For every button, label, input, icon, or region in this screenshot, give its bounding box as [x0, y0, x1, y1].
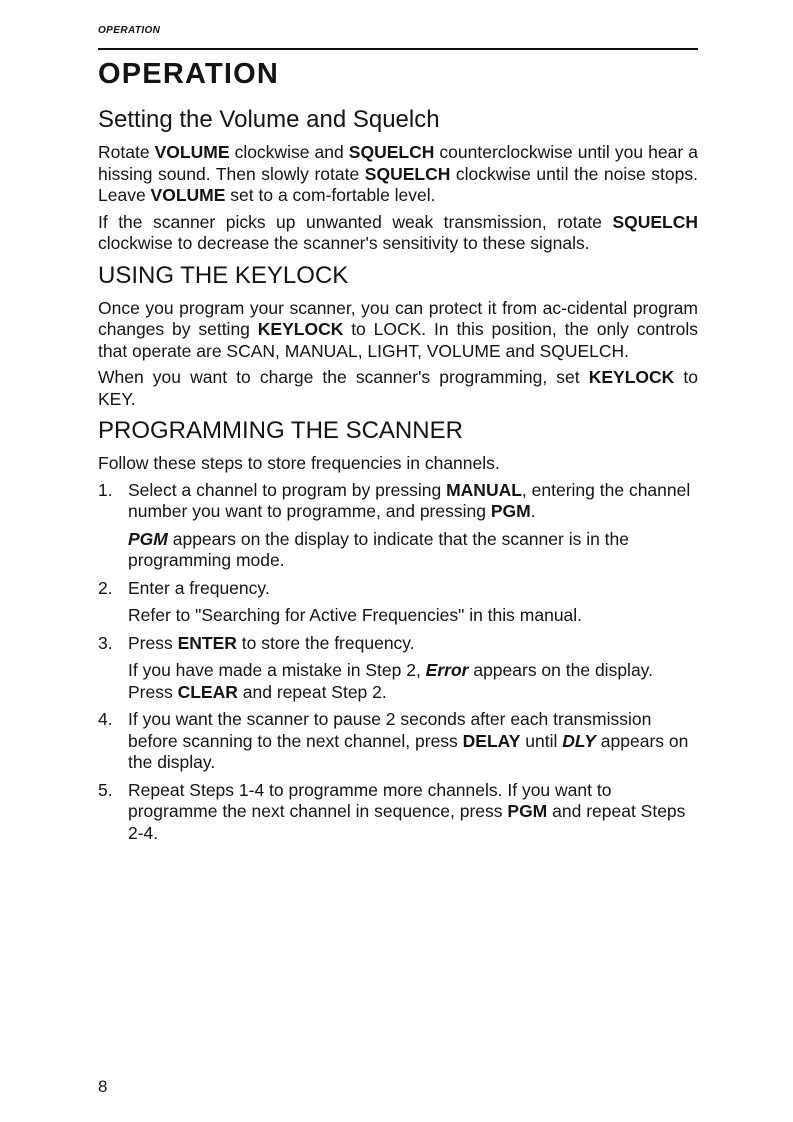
- emphasis-bold: SQUELCH: [364, 163, 451, 184]
- list-item: [98, 578, 698, 627]
- section-heading: USING THE KEYLOCK: [98, 261, 349, 289]
- paragraph: Follow these steps to store frequencies in channels.: [98, 453, 500, 473]
- section-heading: PROGRAMMING THE SCANNER: [98, 417, 463, 444]
- step-note: Refer to "Searching for Active Frequencies" in this manual.: [128, 605, 583, 625]
- emphasis-bold: VOLUME: [154, 142, 230, 162]
- emphasis-bold: ENTER: [177, 632, 237, 653]
- step-number: 3.: [98, 632, 113, 653]
- step-text: Select a channel to program by pressing MANUAL, entering the channel number you want to programme, and pressing PGM.: [128, 479, 691, 521]
- page-number: 8: [98, 1077, 108, 1096]
- step-text: Press ENTER to store the frequency.: [128, 632, 415, 653]
- section-programming: [98, 415, 698, 844]
- content: [98, 104, 698, 850]
- emphasis-italic: DLY: [562, 730, 596, 751]
- emphasis-bold: PGM: [507, 801, 548, 821]
- list-item: [98, 709, 698, 774]
- emphasis-italic: Error: [425, 660, 469, 680]
- emphasis-bold: KEYLOCK: [588, 367, 675, 387]
- step-number: 4.: [98, 709, 113, 729]
- step-number: 2.: [98, 577, 113, 598]
- emphasis-bold: KEYLOCK: [257, 319, 344, 339]
- running-header: OPERATION: [98, 25, 161, 36]
- paragraph: If the scanner picks up unwanted weak transmission, rotate SQUELCH clockwise to decrease the scanner's sensitivity to these signals.: [98, 211, 698, 253]
- emphasis-bold: CLEAR: [177, 681, 238, 702]
- emphasis-bold: SQUELCH: [612, 211, 698, 232]
- paragraph: Rotate VOLUME clockwise and SQUELCH counterclockwise until you hear a hissing sound. Then slowly rotate SQUELCH clockwise until the noise stops. Leave VOLUME set to a com-fortable level.: [98, 142, 698, 205]
- step-text: If you want the scanner to pause 2 seconds after each transmission before scanning to the next channel, press DELAY until DLY appears on the display.: [128, 709, 689, 772]
- step-number: 1.: [98, 479, 113, 500]
- section-heading: Setting the Volume and Squelch: [98, 106, 440, 133]
- list-item: [98, 480, 698, 572]
- emphasis-bold: DELAY: [462, 730, 521, 751]
- header-rule: [98, 48, 698, 50]
- list-item: [98, 780, 698, 845]
- chapter-title: OPERATION: [98, 58, 280, 90]
- step-note: PGM appears on the display to indicate that the scanner is in the programming mode.: [128, 528, 630, 570]
- step-number: 5.: [98, 779, 113, 800]
- section-keylock: [98, 260, 698, 411]
- emphasis-bold: PGM: [490, 501, 531, 521]
- emphasis-bold: VOLUME: [150, 185, 226, 205]
- step-text: Repeat Steps 1-4 to programme more channels. If you want to programme the next channel in sequence, press PGM and repeat Steps 2-4.: [128, 779, 686, 843]
- paragraph: Once you program your scanner, you can protect it from ac-cidental program changes by setting KEYLOCK to LOCK. In this position, the only controls that operate are SCAN, MANUAL, LIGHT, VOLUME and SQUELCH.: [98, 297, 698, 361]
- emphasis-bold: SQUELCH: [348, 142, 435, 162]
- step-note: If you have made a mistake in Step 2, Error appears on the display. Press CLEAR and repeat Step 2.: [128, 660, 653, 702]
- section-volume-squelch: [98, 104, 698, 255]
- emphasis-bold: MANUAL: [446, 479, 522, 500]
- steps-list: [98, 480, 698, 845]
- paragraph: When you want to charge the scanner's programming, set KEYLOCK to KEY.: [98, 367, 698, 409]
- list-item: [98, 633, 698, 704]
- emphasis-italic: PGM: [128, 528, 168, 549]
- step-text: Enter a frequency.: [128, 577, 270, 598]
